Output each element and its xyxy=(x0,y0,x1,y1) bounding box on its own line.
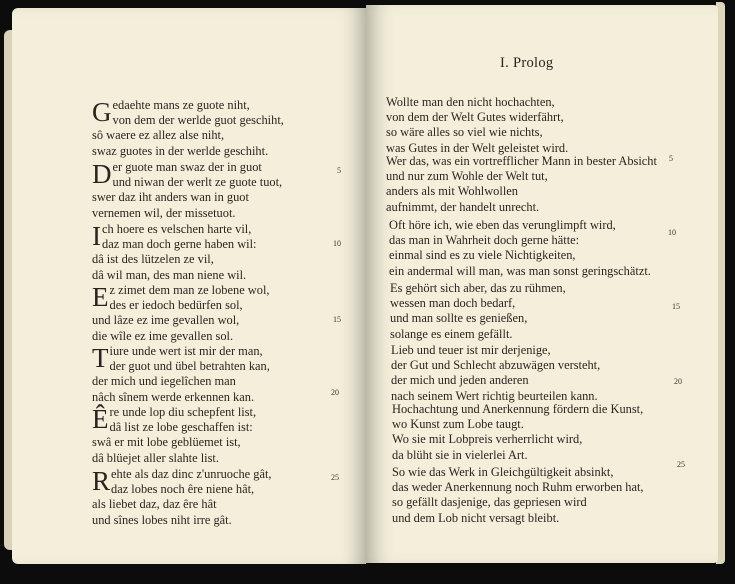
verse-line: swer daz iht anders wan in guot xyxy=(92,190,249,205)
verse-line: das weder Anerkennung noch Ruhm erworben hat, xyxy=(392,480,644,495)
line-number: 25 xyxy=(331,473,339,482)
verse-line: Wo sie mit Lobpreis verherrlicht wird, xyxy=(392,432,583,447)
translation-stanza xyxy=(389,218,651,279)
verse-line: als liebet daz, daz êre hât xyxy=(92,497,217,512)
line-number: 15 xyxy=(333,315,341,324)
verse-line: wessen man doch bedarf, xyxy=(390,296,516,311)
drop-cap: R xyxy=(92,466,111,496)
verse-line: daz lobes noch êre niene hât, xyxy=(111,482,255,497)
translation-stanza xyxy=(391,343,600,404)
verse-line: einmal sind es zu viele Nichtigkeiten, xyxy=(389,248,576,263)
verse-line: sô waere ez allez alse niht, xyxy=(92,128,225,143)
translation-stanza xyxy=(392,402,643,463)
verse-line: re unde lop diu schepfent list, xyxy=(109,405,257,419)
drop-cap: Ê xyxy=(92,404,109,434)
mhg-stanza xyxy=(92,466,272,528)
verse-line: und lâze ez ime gevallen wol, xyxy=(92,313,240,328)
verse-line: so wäre alles so viel wie nichts, xyxy=(386,125,543,140)
line-number: 25 xyxy=(677,460,685,469)
verse-line: edaehte mans ze guote niht, xyxy=(112,98,250,112)
verse-line: der guot und übel betrahten kan, xyxy=(109,359,270,374)
verse-line: so gefällt dasjenige, das gepriesen wird xyxy=(392,495,587,510)
verse-line: des er iedoch bedürfen sol, xyxy=(109,298,243,313)
verse-line: er guote man swaz der in guot xyxy=(112,160,262,174)
verse-line: Es gehört sich aber, das zu rühmen, xyxy=(390,281,566,295)
verse-line: ein andermal will man, was man sonst geringschätzt. xyxy=(389,263,651,278)
verse-line: Wer das, was ein vortrefflicher Mann in bester Absicht xyxy=(386,154,657,168)
drop-cap: D xyxy=(92,159,112,189)
verse-line: Hochachtung und Anerkennung fördern die Kunst, xyxy=(392,402,644,416)
drop-cap: E xyxy=(92,282,109,312)
verse-line: was Gutes in der Welt geleistet wird. xyxy=(386,140,569,155)
line-number: 15 xyxy=(672,302,680,311)
translation-stanza xyxy=(392,465,644,526)
line-number: 10 xyxy=(668,228,676,237)
verse-line: ch hoere es velschen harte vil, xyxy=(102,222,252,236)
verse-line: dâ blüejet aller slahte list. xyxy=(92,450,219,465)
verse-line: dâ wil man, des man niene wil. xyxy=(92,267,247,282)
mhg-stanza xyxy=(92,343,270,405)
verse-line: solange es einem gefällt. xyxy=(390,326,513,341)
drop-cap: I xyxy=(92,221,101,251)
verse-line: z zimet dem man ze lobene wol, xyxy=(109,283,270,297)
verse-line: das man in Wahrheit doch gerne hätte: xyxy=(389,233,580,248)
verse-line: nach seinem Wert richtig beurteilen kann. xyxy=(391,388,598,403)
translation-stanza xyxy=(390,281,566,342)
page-title: I. Prolog xyxy=(500,55,554,71)
verse-line: ehte als daz dinc z'unruoche gât, xyxy=(111,467,272,481)
verse-line: und niwan der werlt ze guote tuot, xyxy=(112,175,283,190)
line-number: 5 xyxy=(669,154,673,163)
verse-line: und sînes lobes niht irre gât. xyxy=(92,512,232,527)
verse-line: dâ ist des lützelen ze vil, xyxy=(92,252,214,267)
line-number: 5 xyxy=(337,166,341,175)
verse-line: die wîle ez ime gevallen sol. xyxy=(92,328,234,343)
verse-line: swaz guotes in der werlde geschiht. xyxy=(92,143,269,158)
mhg-stanza xyxy=(92,221,257,283)
verse-line: von dem der werlde guot geschiht, xyxy=(112,113,284,128)
mhg-stanza xyxy=(92,97,284,159)
verse-line: da blüht sie in vielerlei Art. xyxy=(392,447,528,462)
translation-stanza xyxy=(386,154,657,215)
verse-line: Wollte man den nicht hochachten, xyxy=(386,95,555,109)
verse-line: und man sollte es genießen, xyxy=(390,311,528,326)
verse-line: So wie das Werk in Gleichgültigkeit absinkt, xyxy=(392,465,614,479)
verse-line: wo Kunst zum Lobe taugt. xyxy=(392,417,524,432)
verse-line: dâ list ze lobe geschaffen ist: xyxy=(109,420,253,435)
verse-line: der Gut und Schlecht abzuwägen versteht, xyxy=(391,358,601,373)
mhg-stanza xyxy=(92,159,283,221)
verse-line: swâ er mit lobe geblüemet ist, xyxy=(92,435,241,450)
verse-line: von dem der Welt Gutes widerfährt, xyxy=(386,110,564,125)
drop-cap: G xyxy=(92,97,112,127)
line-number: 10 xyxy=(333,239,341,248)
verse-line: anders als mit Wohlwollen xyxy=(386,184,518,199)
verse-line: Oft höre ich, wie eben das verunglimpft wird, xyxy=(389,218,616,232)
line-number: 20 xyxy=(674,377,682,386)
verse-line: vernemen wil, der missetuot. xyxy=(92,205,236,220)
verse-line: und nur zum Wohle der Welt tut, xyxy=(386,169,548,184)
drop-cap: T xyxy=(92,343,109,373)
verse-line: nâch sînem werde erkennen kan. xyxy=(92,389,255,404)
verse-line: und dem Lob nicht versagt bleibt. xyxy=(392,510,560,525)
verse-line: daz man doch gerne haben wil: xyxy=(102,237,257,252)
mhg-stanza xyxy=(92,404,257,466)
verse-line: der mich und iegelîchen man xyxy=(92,374,236,389)
verse-line: iure unde wert ist mir der man, xyxy=(109,344,263,358)
line-number: 20 xyxy=(331,388,339,397)
translation-stanza xyxy=(386,95,568,156)
mhg-stanza xyxy=(92,282,270,344)
verse-line: Lieb und teuer ist mir derjenige, xyxy=(391,343,551,357)
verse-line: aufnimmt, der handelt unrecht. xyxy=(386,199,540,214)
verse-line: der mich und jeden anderen xyxy=(391,373,529,388)
